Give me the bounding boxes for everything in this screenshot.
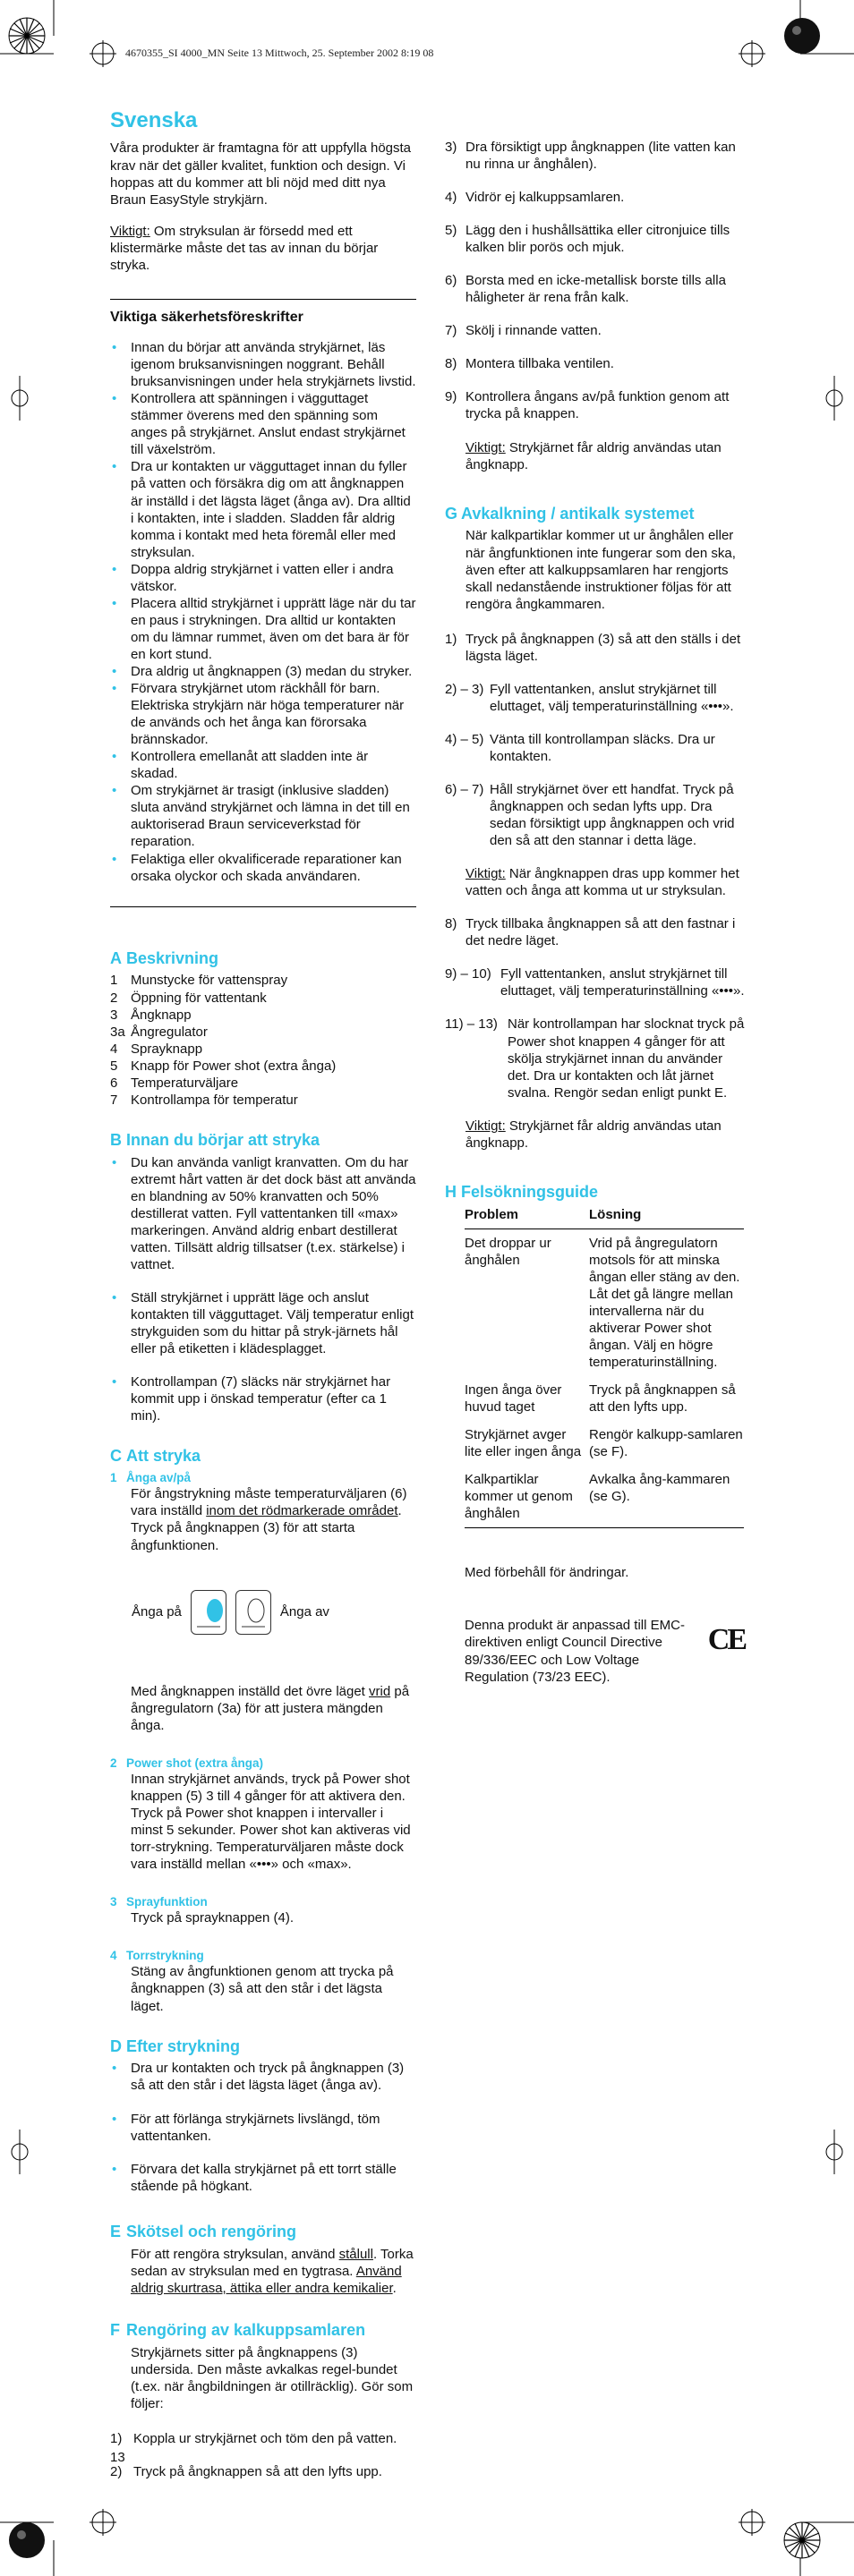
steam-diagram bbox=[132, 1590, 416, 1635]
dark-registration-dot bbox=[784, 18, 820, 54]
step-item: 11) – 13) När kontrollampan har slocknat tryck på Power shot knappen 4 gånger för att skölja strykjärnet innan du använder det. Dra ur kontakten och låt järnet svalna. Rengör sedan enligt punkt E. bbox=[445, 1016, 745, 1101]
table-row: Kalkpartiklar kommer ut genom ånghålen Avkalka ång-kammaren (se G). bbox=[465, 1466, 744, 1528]
ce-text: Denna produkt är anpassad till EMC-direktiven enligt Council Directive 89/336/EEC och Low Voltage Regulation (73/23 EEC). bbox=[465, 1618, 685, 1685]
care-text: För att rengöra stryksulan, använd stålull. Torka sedan av stryksulan med en tygtrasa. Använd aldrig skurtrasa, ättika eller andra kemikalier. bbox=[131, 2246, 414, 2296]
list-item: • För att förlänga strykjärnets livslängd, töm vattentanken. bbox=[110, 2111, 416, 2145]
table-header-row bbox=[465, 1206, 744, 1229]
step-item: 2) Tryck på ångknappen så att den lyfts upp. bbox=[110, 2463, 382, 2479]
list-item: • Kontrollampan (7) släcks när strykjärnet har kommit upp i önskad temperatur (efter ca 1 min). bbox=[110, 1373, 416, 1424]
section-b-heading: B Innan du börjar att stryka bbox=[110, 1130, 320, 1149]
steam-on-iron-icon bbox=[191, 1590, 226, 1635]
section-a-heading: A Beskrivning bbox=[110, 948, 219, 967]
starburst-mark bbox=[784, 2522, 820, 2558]
list-item: • Dra ur kontakten ur vägguttaget innan du fyller på vatten och försäkra dig om att ångknappen är inställd i det lägsta läget (ånga av). Dra alltid i kontakten, inte i sladden. Sladden får aldrig komma i kontakt med heta föremål eller med stryksulan. bbox=[110, 458, 416, 560]
sub-heading-dry: 4 Torrstrykning bbox=[110, 1949, 204, 1963]
sub-heading-power-shot: 2 Power shot (extra ånga) bbox=[110, 1756, 264, 1770]
list-item: 2 Öppning för vattentank bbox=[110, 990, 267, 1006]
section-e-heading: E Skötsel och rengöring bbox=[110, 2222, 297, 2240]
list-item: • Kontrollera emellanåt att sladden inte är skadad. bbox=[110, 748, 416, 782]
intro-text: Våra produkter är framtagna för att uppfylla högsta krav när det gäller kvalitet, funktion och design. Vi hoppas att du kommer att bli nöjd med ditt nya Braun EasyStyle strykjärn. bbox=[110, 140, 412, 208]
steam-on-label: Ånga på bbox=[132, 1604, 182, 1620]
troubleshooting-table bbox=[465, 1206, 744, 1529]
table-row: Ingen ånga över huvud taget Tryck på ångknappen så att den lyfts upp. bbox=[465, 1382, 736, 1416]
after-list bbox=[110, 2060, 416, 2194]
section-d-heading: D Efter strykning bbox=[110, 2036, 241, 2055]
steam-text: För ångstrykning måste temperaturväljaren (6) vara inställd inom det rödmarkerade området. Tryck på ångknappen (3) för att starta ångfunktionen. bbox=[131, 1486, 407, 1553]
list-item: • Innan du börjar att använda strykjärnet, läs igenom bruksanvisningen noggrant. Behåll bruksanvisningen under hela strykjärnets livstid. bbox=[110, 339, 416, 390]
list-item: • Dra aldrig ut ångknappen (3) medan du stryker. bbox=[110, 663, 416, 680]
list-item: 6 Temperaturväljare bbox=[110, 1075, 239, 1091]
spray-text: Tryck på sprayknappen (4). bbox=[131, 1910, 295, 1926]
step-item: 7) Skölj i rinnande vatten. bbox=[445, 323, 602, 339]
list-item: • Om strykjärnet är trasigt (inklusive sladden) sluta använd strykjärnet och lämna in det till en auktoriserad Braun serviceverkstad för reparation. bbox=[110, 782, 416, 850]
list-item: 7 Kontrollampa för temperatur bbox=[110, 1092, 298, 1108]
step-item: 4) Vidrör ej kalkuppsamlaren. bbox=[445, 190, 625, 206]
section-h-heading: H Felsökningsguide bbox=[445, 1182, 599, 1201]
section-g-heading: G Avkalkning / antikalk systemet bbox=[445, 504, 695, 523]
step-item: 1) Koppla ur strykjärnet och töm den på vatten. bbox=[110, 2430, 397, 2446]
list-item: • Kontrollera att spänningen i vägguttaget stämmer överens med den spänning som anges på strykjärnet. Anslut endast strykjärnet till växelström. bbox=[110, 390, 416, 458]
section-f-heading: F Rengöring av kalkuppsamlaren bbox=[110, 2320, 366, 2339]
step-item: 9) Kontrollera ångans av/på funktion genom att trycka på knappen. bbox=[445, 389, 730, 422]
table-row: Strykjärnet avger lite eller ingen ånga Rengör kalkupp-samlaren (se F). bbox=[465, 1427, 743, 1460]
step-item: 5) Lägg den i hushållsättika eller citronjuice tills kalken blir porös och mjuk. bbox=[445, 223, 730, 256]
page-number: 13 bbox=[110, 2450, 125, 2465]
column-header-problem: Problem bbox=[465, 1206, 589, 1229]
list-item: • Du kan använda vanligt kranvatten. Om du har extremt hårt vatten är det dock bäst att använda en blandning av 50% kranvatten och 50% destillerat vatten. Fyll vattentanken till «max» markeringen. Använd aldrig enbart destillerat vatten. Tillsätt aldrig tillsatser (t.ex. stärkelse) i vattnet. bbox=[110, 1154, 416, 1273]
intro-note bbox=[110, 223, 416, 274]
list-item: • Förvara strykjärnet utom räckhåll för barn. Elektriska strykjärn när höga temperaturer när de används och het ånga kan förorsaka brännskador. bbox=[110, 680, 416, 748]
left-column bbox=[110, 107, 416, 2480]
step-item: 2) – 3) Fyll vattentanken, anslut strykjärnet till eluttaget, välj temperaturinställning «•••». bbox=[445, 681, 734, 714]
list-item: 3a Ångregulator bbox=[110, 1024, 208, 1040]
sub-heading-steam: 1 Ånga av/på bbox=[110, 1471, 192, 1485]
sub-heading-spray: 3 Sprayfunktion bbox=[110, 1895, 208, 1909]
step-item: 6) Borsta med en icke-metallisk borste tills alla håligheter är rena från kalk. bbox=[445, 273, 726, 306]
list-item: 1 Munstycke för vattenspray bbox=[110, 973, 288, 989]
ce-block bbox=[465, 1617, 745, 1685]
list-item: • Förvara det kalla strykjärnet på ett torrt ställe stående på högkant. bbox=[110, 2161, 416, 2195]
antikalk-intro: När kalkpartiklar kommer ut ur ånghålen eller när ångfunktionen inte fungerar som den ska, även efter att kalkuppsamlaren har rengjorts skall nedanstående instruktioner följas för att rengöra ångkammaren. bbox=[465, 528, 736, 612]
list-item: • Dra ur kontakten och tryck på ångknappen (3) så att den står i det lägsta läget (ånga av). bbox=[110, 2060, 416, 2094]
note-text: Om stryksulan är försedd med ett klistermärke måste det tas av innan du börjar stryka. bbox=[110, 223, 379, 273]
steam-off-label: Ånga av bbox=[279, 1604, 329, 1620]
column-header-solution: Lösning bbox=[589, 1206, 744, 1229]
step-item: 6) – 7) Håll strykjärnet över ett handfat. Tryck på ångknappen och sedan lyfts upp. Dra sedan försiktigt upp ångknappen och vrid den så att den stannar i detta läge. bbox=[445, 781, 735, 849]
description-list bbox=[110, 972, 416, 1108]
note-label: Viktigt: bbox=[110, 223, 150, 239]
step-item: 9) – 10) Fyll vattentanken, anslut strykjärnet till eluttaget, välj temperaturinställning «•••». bbox=[445, 966, 745, 999]
list-item: • Ställ strykjärnet i upprätt läge och anslut kontakten till vägguttaget. Välj temperatur enligt strykguiden som du hittar på stryk-järnets hål eller på etiketten i klädesplagget. bbox=[110, 1289, 416, 1357]
safety-heading: Viktiga säkerhetsföreskrifter bbox=[110, 309, 303, 325]
dry-text: Stäng av ångfunktionen genom att trycka på ångknappen (3) så att den står i det lägsta läget. bbox=[131, 1964, 394, 2014]
step-item: 8) Montera tillbaka ventilen. bbox=[445, 356, 614, 372]
list-item: 4 Sprayknapp bbox=[110, 1041, 203, 1057]
step-item: 3) Dra försiktigt upp ångknappen (lite vatten kan nu rinna ur ånghålen). bbox=[445, 140, 736, 173]
reservation-note: Med förbehåll för ändringar. bbox=[465, 1565, 629, 1581]
list-item: 3 Ångknapp bbox=[110, 1007, 192, 1023]
section-c-heading: C Att stryka bbox=[110, 1447, 201, 1466]
list-item: • Placera alltid strykjärnet i upprätt läge när du tar en paus i strykningen. Dra alltid ur kontakten om du lämnar rummet, även om det bara är för en kort stund. bbox=[110, 595, 416, 663]
antikalk-note-2: Viktigt: Strykjärnet får aldrig användas utan ångknapp. bbox=[465, 1118, 722, 1151]
page-title: Svenska bbox=[110, 108, 198, 132]
table-row: Det droppar ur ånghålen Vrid på ångregulatorn motsols för att minska ångan eller stäng av den. Låt det gå längre mellan intervallerna när du aktiverar Power shot ångan. Välj en högre temperaturinställning. bbox=[465, 1235, 740, 1371]
print-header: 4670355_SI 4000_MN Seite 13 Mittwoch, 25. September 2002 8:19 08 bbox=[125, 47, 434, 59]
starburst-mark bbox=[9, 18, 45, 54]
steam-off-iron-icon bbox=[235, 1590, 271, 1635]
list-item: • Doppa aldrig strykjärnet i vatten eller i andra vätskor. bbox=[110, 561, 416, 595]
antikalk-note: Viktigt: När ångknappen dras upp kommer het vatten och ånga att komma ut ur stryksulan. bbox=[465, 866, 739, 899]
dark-registration-dot bbox=[9, 2522, 45, 2558]
list-item: • Felaktiga eller okvalificerade reparationer kan orsaka olyckor och skada användaren. bbox=[110, 851, 416, 885]
list-item: 5 Knapp för Power shot (extra ånga) bbox=[110, 1058, 337, 1074]
step-item: 1) Tryck på ångknappen (3) så att den ställs i det lägsta läget. bbox=[445, 631, 741, 664]
step-item: 8) Tryck tillbaka ångknappen så att den fastnar i det nedre läget. bbox=[445, 916, 736, 949]
right-column bbox=[445, 139, 745, 1686]
steam-after-text: Med ångknappen inställd det övre läget vrid på ångregulatorn (3a) för att justera mängden ånga. bbox=[131, 1683, 410, 1733]
power-shot-text: Innan strykjärnet används, tryck på Power shot knappen (5) 3 till 4 gånger för att aktivera den. Tryck på Power shot knappen i intervaller i minst 5 sekunder. Power shot kan aktiveras vid torr-strykning. Temperaturväljaren måste dock vara inställd mellan «•••» och «max». bbox=[131, 1771, 411, 1873]
descale-note: Viktigt: Strykjärnet får aldrig användas utan ångknapp. bbox=[465, 439, 722, 472]
step-item: 4) – 5) Vänta till kontrollampan släcks. Dra ur kontakten. bbox=[445, 731, 715, 764]
descale-intro: Strykjärnets sitter på ångknappens (3) undersida. Den måste avkalkas regel-bundet (t.ex. när ångbildningen är otillräcklig). Gör som följer: bbox=[131, 2344, 414, 2411]
before-list bbox=[110, 1154, 416, 1425]
safety-list bbox=[110, 339, 416, 885]
ce-mark-icon: CE bbox=[707, 1623, 745, 1657]
